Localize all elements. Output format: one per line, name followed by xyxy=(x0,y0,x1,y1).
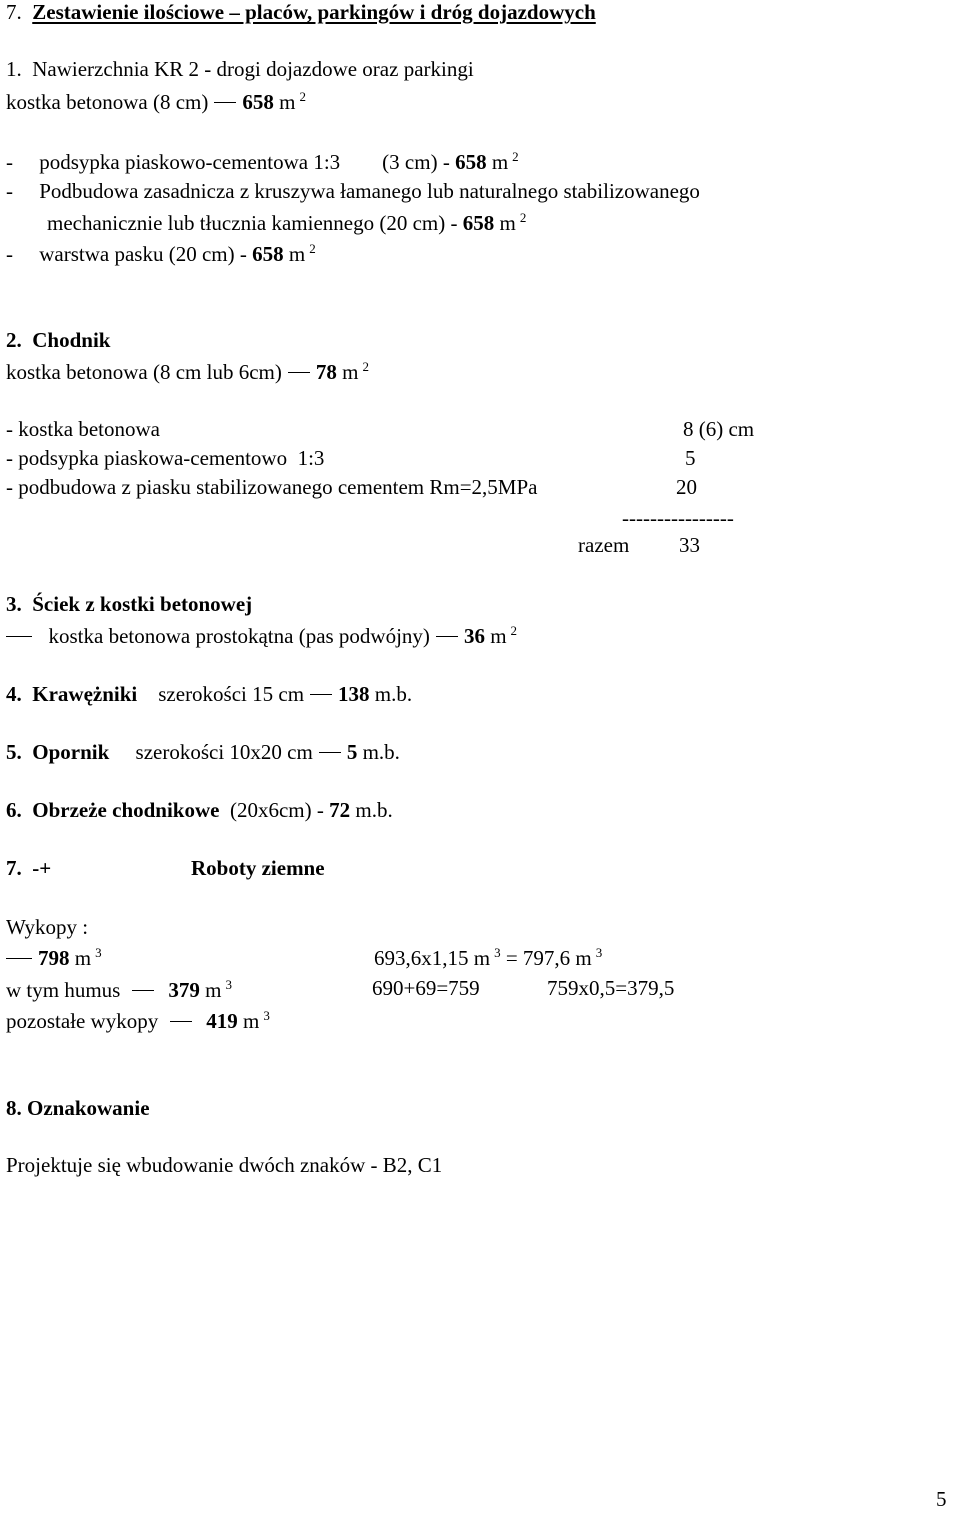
unit: m xyxy=(205,978,222,1002)
unit-exponent: 2 xyxy=(362,359,369,374)
quantity: 798 xyxy=(38,946,70,970)
unit: m xyxy=(242,1009,260,1033)
item-1-line xyxy=(6,90,306,113)
unit: m.b. xyxy=(357,740,400,764)
sum-separator: ---------------- xyxy=(622,506,734,530)
calc-text: 693,6x1,15 m xyxy=(374,946,491,970)
unit-exponent: 3 xyxy=(494,945,501,960)
item-1-heading xyxy=(6,59,474,80)
quantity: 78 xyxy=(315,360,337,384)
quantity: 419 xyxy=(206,1009,238,1033)
wykopy-calc xyxy=(374,946,602,969)
layer-row-value: 5 xyxy=(685,446,696,470)
item-1-layer-3 xyxy=(6,242,316,265)
quantity: 138 xyxy=(338,682,370,706)
unit: m xyxy=(279,90,296,114)
unit-exponent: 3 xyxy=(263,1008,270,1023)
unit: m xyxy=(499,211,516,235)
humus-line xyxy=(6,978,232,1001)
item-8-heading: 8. Oznakowanie xyxy=(6,1096,150,1120)
dash xyxy=(436,636,458,637)
dash xyxy=(132,990,154,991)
unit: m xyxy=(490,624,507,648)
layer-row-label: - podbudowa z piasku stabilizowanego cementem Rm=2,5MPa xyxy=(6,475,538,499)
dash xyxy=(170,1021,192,1022)
layer-row-label: - podsypka piaskowa-cementowo 1:3 xyxy=(6,446,325,470)
line-text: kostka betonowa (8 cm) xyxy=(6,90,209,114)
wykopy-total xyxy=(6,946,102,969)
unit-exponent: 3 xyxy=(595,945,603,960)
item-title: 6. Obrzeże chodnikowe xyxy=(6,798,220,822)
item-title: Nawierzchnia KR 2 - xyxy=(32,57,212,81)
item-3-heading: 3. Ściek z kostki betonowej xyxy=(6,592,253,616)
line-text: szerokości 10x20 cm xyxy=(135,740,313,764)
item-4-line xyxy=(6,684,412,705)
layer-row-value: 8 (6) cm xyxy=(683,417,755,441)
dash xyxy=(319,752,341,753)
item-title-rest: drogi dojazdowe oraz parkingi xyxy=(211,57,474,81)
item-2-line xyxy=(6,360,369,383)
quantity: 658 xyxy=(242,90,274,114)
wykopy-label: Wykopy : xyxy=(6,915,89,939)
item-6-line xyxy=(6,800,393,821)
item-2-heading: 2. Chodnik xyxy=(6,328,111,352)
line-text: pozostałe wykopy xyxy=(6,1009,159,1033)
section-number: 7. xyxy=(6,0,22,24)
item-8-text: Projektuje się wbudowanie dwóch znaków - B2, C1 xyxy=(6,1153,443,1177)
item-number: 1. xyxy=(6,57,22,81)
total-label: razem xyxy=(578,533,630,557)
humus-calc-2: 759x0,5=379,5 xyxy=(547,976,675,1000)
unit-exponent: 2 xyxy=(512,149,519,164)
line-text: szerokości 15 cm xyxy=(158,682,305,706)
humus-calc-1: 690+69=759 xyxy=(372,976,480,1000)
line-text: (20x6cm) - xyxy=(219,798,330,822)
section-title: Zestawienie ilościowe – placów, parkingów i dróg dojazdowych xyxy=(32,0,596,24)
quantity: 72 xyxy=(329,798,351,822)
unit: m xyxy=(74,946,92,970)
item-5-line xyxy=(6,742,400,763)
unit: m xyxy=(491,150,509,174)
unit-exponent: 3 xyxy=(95,945,102,960)
quantity: 36 xyxy=(463,624,485,648)
quantity: 379 xyxy=(168,978,200,1002)
line-text: - Podbudowa zasadnicza z kruszywa łamanego lub naturalnego stabilizowanego xyxy=(6,179,700,203)
unit-exponent: 3 xyxy=(225,977,232,992)
unit: m xyxy=(288,242,306,266)
quantity: 658 xyxy=(462,211,495,235)
quantity: 658 xyxy=(455,150,487,174)
section-heading xyxy=(6,2,596,23)
item-1-layer-2-cont xyxy=(47,211,526,234)
item-1-layer-2 xyxy=(6,181,700,202)
item-title: 4. Krawężniki xyxy=(6,682,138,706)
dash xyxy=(288,372,310,373)
unit-exponent: 2 xyxy=(519,210,527,225)
remaining-line xyxy=(6,1009,270,1032)
item-3-line xyxy=(6,624,517,647)
item-7-number: 7. -+ xyxy=(6,856,52,880)
line-text: kostka betonowa (8 cm lub 6cm) xyxy=(6,360,282,384)
line-text: - warstwa pasku (20 cm) - xyxy=(6,242,253,266)
unit-exponent: 2 xyxy=(510,623,518,638)
line-text: mechanicznie lub tłucznia kamiennego (20 cm) - xyxy=(47,211,463,235)
line-text: kostka betonowa prostokątna (pas podwójny) xyxy=(48,624,430,648)
unit: m.b. xyxy=(350,798,393,822)
unit-exponent: 2 xyxy=(299,89,306,104)
line-text: - podsypka piaskowo-cementowa 1:3 (3 cm) - xyxy=(6,150,456,174)
quantity: 5 xyxy=(346,740,358,764)
page-number: 5 xyxy=(936,1487,947,1511)
calc-text: = 797,6 m xyxy=(500,946,592,970)
item-title: 5. Opornik xyxy=(6,740,110,764)
dash xyxy=(6,636,32,637)
item-7-title: Roboty ziemne xyxy=(191,856,325,880)
line-text: w tym humus xyxy=(6,978,121,1002)
unit-exponent: 2 xyxy=(309,241,316,256)
layer-row-label: - kostka betonowa xyxy=(6,417,160,441)
layer-row-value: 20 xyxy=(676,475,697,499)
total-value: 33 xyxy=(679,533,700,557)
dash xyxy=(310,694,332,695)
dash xyxy=(214,102,236,103)
item-1-layer-1 xyxy=(6,150,519,173)
quantity: 658 xyxy=(252,242,284,266)
unit: m xyxy=(342,360,359,384)
dash xyxy=(6,958,32,959)
unit: m.b. xyxy=(369,682,413,706)
